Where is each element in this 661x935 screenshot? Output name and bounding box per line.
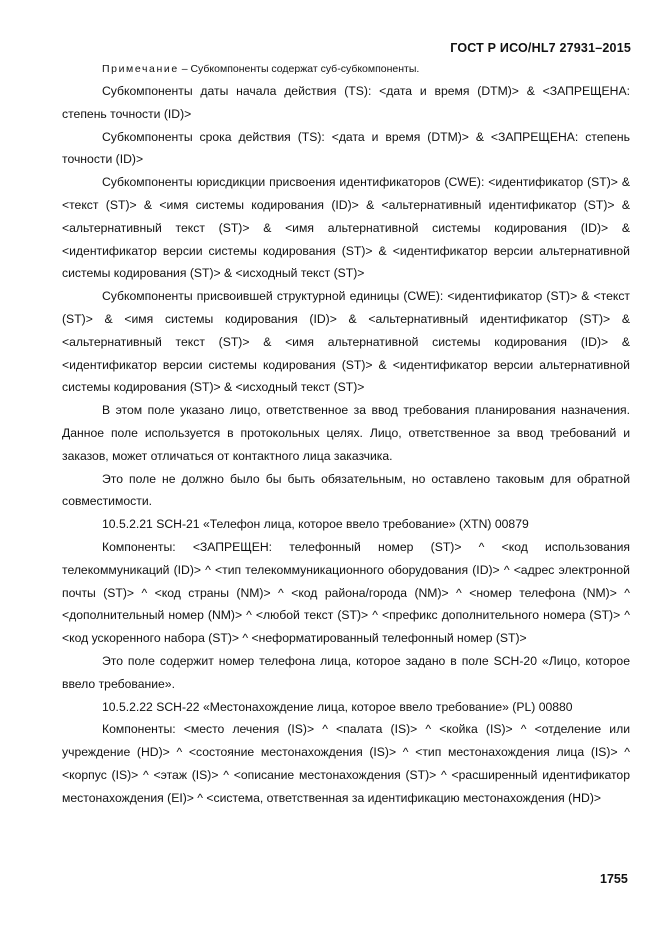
note-label: Примечание [102, 63, 179, 75]
section-components-sch22: Компоненты: <место лечения (IS)> ^ <палата (IS)> ^ <койка (IS)> ^ <отделение или учреждение (HD)> ^ <состояние местонахождения (IS)> ^ <тип местонахождения лица (IS)> ^ <корпус (IS)> ^ <этаж (IS)> ^ <описание местонахождения (ST)> ^ <расширенный идентификатор местонахождения (EI)> ^ <система, ответственная за идентификацию местонахождения (HD)> [62, 722, 630, 805]
paragraph-field-purpose: В этом поле указано лицо, ответственное за ввод требования планирования назначения. Данное поле используется в протокольных целях. Лицо, ответственное за ввод требований и заказов, может отличаться от контактного лица заказчика. [62, 403, 630, 463]
paragraph-compatibility: Это поле не должно было бы быть обязательным, но оставлено таковым для обратной совместимости. [62, 471, 630, 509]
section-components-sch21: Компоненты: <ЗАПРЕЩЕН: телефонный номер (ST)> ^ <код использования телекоммуникаций (ID)> ^ <тип телекоммуникационного оборудования (ID)> ^ <адрес электронной почты (ST)> ^ <код страны (NM)> ^ <код района/города (NM)> ^ <номер телефона (NM)> ^ <дополнительный номер (NM)> ^ <любой текст (ST)> ^ <префикс дополнительного номера (ST)> ^ <код ускоренного набора (ST)> ^ <неформатированный телефонный номер (ST)> [62, 539, 630, 646]
section-heading-sch22: 10.5.2.22 SCH-22 «Местонахождение лица, которое ввело требование» (PL) 00880 [102, 699, 573, 714]
paragraph-start-date: Субкомпоненты даты начала действия (TS): <дата и время (DTM)> & <ЗАПРЕЩЕНА: степень точности (ID)> [62, 84, 630, 121]
section-heading-sch21: 10.5.2.21 SCH-21 «Телефон лица, которое ввело требование» (XTN) 00879 [102, 517, 529, 532]
section-description-sch21: Это поле содержит номер телефона лица, которое задано в поле SCH-20 «Лицо, которое ввело требование». [62, 653, 630, 691]
document-header: ГОСТ Р ИСО/HL7 27931–2015 [450, 41, 631, 55]
paragraph-jurisdiction: Субкомпоненты юрисдикции присвоения идентификаторов (CWE): <идентификатор (ST)> & <текст (ST)> & <имя системы кодирования (ID)> & <альтернативный идентификатор (ST)> & <альтернативный текст (ST)> & <имя альтернативной системы кодирования (ID)> & <идентификатор версии системы кодирования (ST)> & <идентификатор версии альтернативной системы кодирования (ST)> & <исходный текст (ST)> [62, 175, 630, 281]
page-body [62, 62, 630, 810]
paragraph-duration: Субкомпоненты срока действия (TS): <дата и время (DTM)> & <ЗАПРЕЩЕНА: степень точности (ID)> [62, 129, 630, 167]
page-number: 1755 [600, 872, 628, 886]
note-text: – Субкомпоненты содержат суб-субкомпоненты. [178, 63, 420, 75]
note [62, 62, 630, 76]
paragraph-assigning-unit: Субкомпоненты присвоившей структурной единицы (CWE): <идентификатор (ST)> & <текст (ST)> & <имя системы кодирования (ID)> & <альтернативный идентификатор (ST)> & <альтернативный текст (ST)> & <имя альтернативной системы кодирования (ID)> & <идентификатор версии системы кодирования (ST)> & <идентификатор версии альтернативной системы кодирования (ST)> & <исходный текст (ST)> [62, 289, 630, 395]
